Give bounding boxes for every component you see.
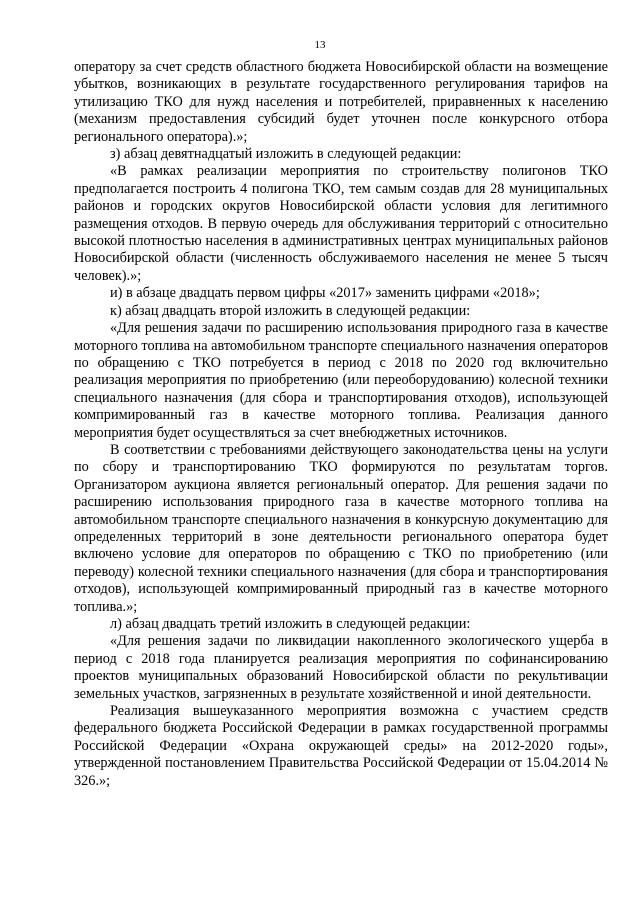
paragraph-2: з) абзац девятнадцатый изложить в следующей редакции: <box>110 146 462 163</box>
page-number: 13 <box>314 39 326 51</box>
paragraph-3: «В рамках реализации мероприятия по строительству полигонов ТКО предполагается построить 4 полигона ТКО, тем самым создав для 28 муниципальных районов и городских округов Новосибирской области условия для легитимного размещения отходов. В первую очередь для обслуживания территорий с относительно высокой плотностью населения в административных центрах муниципальных районов Новосибирской области (численность обслуживаемого населения не менее 5 тысяч человек).»; <box>74 163 608 284</box>
paragraph-9: «Для решения задачи по ликвидации накопленного экологического ущерба в период с 2018 года планируется реализация мероприятия по софинансированию проектов муниципальных образований Новосибирской области по рекультивации земельных участков, загрязненных в результате хозяйственной и иной деятельности. <box>74 633 608 702</box>
paragraph-6: «Для решения задачи по расширению использования природного газа в качестве моторного топлива на автомобильном транспорте специального назначения операторов по обращению с ТКО потребуется в период с 2018 по 2020 год включительно реализация мероприятия по приобретению (или переоборудованию) колесной техники специального назначения (для сбора и транспортирования отходов), использующей компримированный газ в качестве моторного топлива. Реализация данного мероприятия будет осуществляться за счет внебюджетных источников. <box>74 320 608 441</box>
paragraph-5: к) абзац двадцать второй изложить в следующей редакции: <box>110 302 471 319</box>
paragraph-4: и) в абзаце двадцать первом цифры «2017» заменить цифрами «2018»; <box>110 285 540 302</box>
paragraph-8: л) абзац двадцать третий изложить в следующей редакции: <box>110 616 471 632</box>
paragraph-7: В соответствии с требованиями действующего законодательства цены на услуги по сбору и транспортированию ТКО формируются по результатам торгов. Организатором аукциона является региональный оператор. Для решения задачи по расширению использования природного газа в качестве моторного топлива на автомобильном транспорте специального назначения в конкурсную документацию для определенных территорий в зоне деятельности регионального оператора будет включено условие для операторов по обращению с ТКО по приобретению (или переводу) колесной техники специального назначения (для сбора и транспортирования отходов), использующей компримированный природный газ в качестве моторного топлива.»; <box>74 441 608 615</box>
paragraph-1: оператору за счет средств областного бюджета Новосибирской области на возмещение убытков, возникающих в результате государственного регулирования тарифов на утилизацию ТКО для нужд населения и потребителей, приравненных к населению (механизм предоставления субсидий будет уточнен после конкурсного отбора регионального оператора).»; <box>74 59 608 145</box>
paragraph-10: Реализация вышеуказанного мероприятия возможна с участием средств федерального бюджета Российской Федерации в рамках государственной программы Российской Федерации «Охрана окружающей среды» на 2012-2020 годы», утвержденной постановлением Правительства Российской Федерации от 15.04.2014 № 326.»; <box>74 703 608 789</box>
document-body <box>74 59 608 790</box>
